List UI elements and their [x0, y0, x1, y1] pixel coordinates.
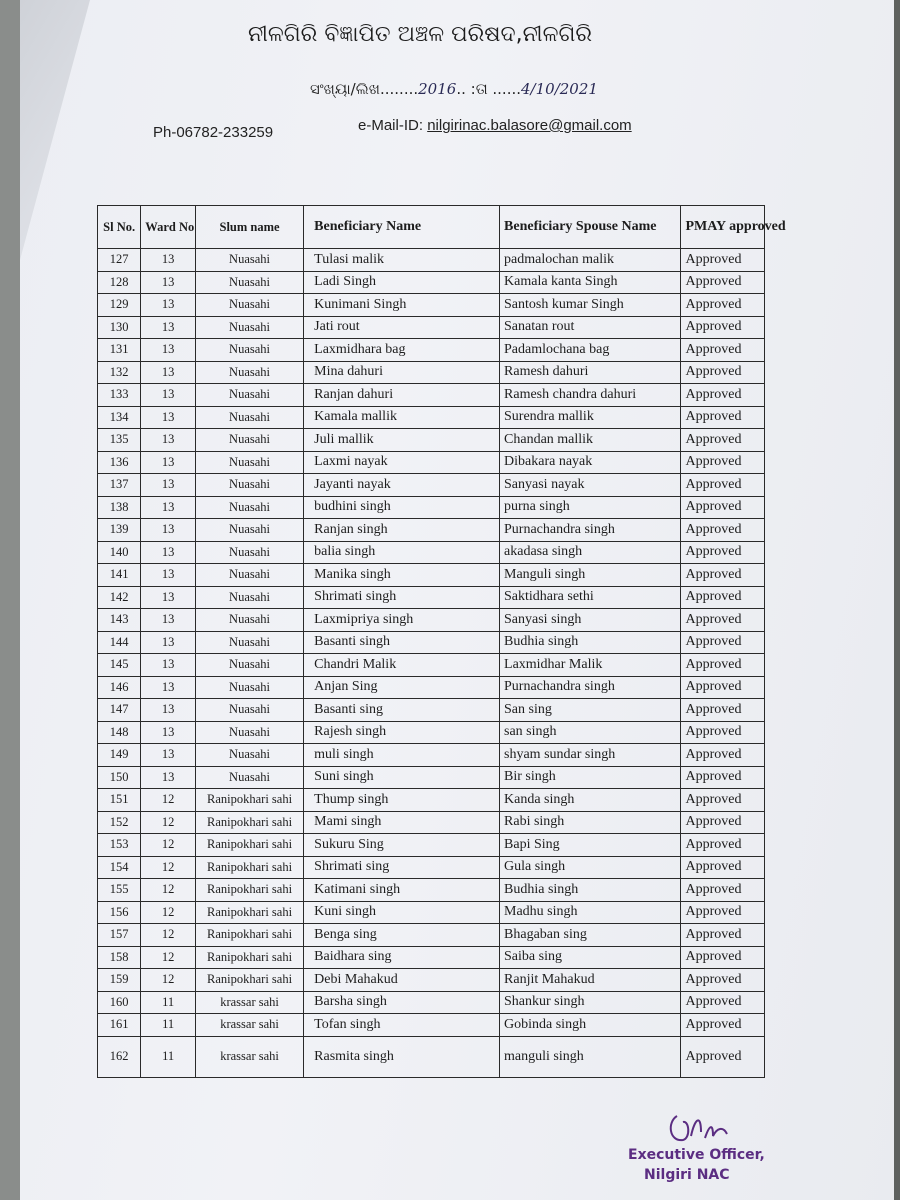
cell-ward-no: 12 [141, 969, 196, 992]
cell-beneficiary-name: budhini singh [304, 496, 500, 519]
cell-spouse-name: shyam sundar singh [500, 744, 681, 767]
table-row [98, 1036, 765, 1077]
cell-slum-name: Nuasahi [195, 654, 303, 677]
cell-pmay-status: Approved [681, 901, 765, 924]
col-beneficiary-name: Beneficiary Name [304, 206, 500, 249]
cell-beneficiary-name: Laxmidhara bag [304, 339, 500, 362]
table-row [98, 969, 765, 992]
cell-pmay-status: Approved [681, 654, 765, 677]
cell-sl-no: 145 [98, 654, 141, 677]
cell-pmay-status: Approved [681, 474, 765, 497]
cell-sl-no: 135 [98, 429, 141, 452]
cell-beneficiary-name: Shrimati sing [304, 856, 500, 879]
cell-beneficiary-name: Ranjan dahuri [304, 384, 500, 407]
cell-slum-name: Nuasahi [195, 271, 303, 294]
cell-ward-no: 13 [141, 406, 196, 429]
cell-sl-no: 149 [98, 744, 141, 767]
cell-pmay-status: Approved [681, 339, 765, 362]
cell-spouse-name: akadasa singh [500, 541, 681, 564]
cell-slum-name: Nuasahi [195, 316, 303, 339]
cell-beneficiary-name: Sukuru Sing [304, 834, 500, 857]
cell-beneficiary-name: Rajesh singh [304, 721, 500, 744]
cell-sl-no: 133 [98, 384, 141, 407]
cell-ward-no: 13 [141, 541, 196, 564]
table-row [98, 834, 765, 857]
cell-sl-no: 144 [98, 631, 141, 654]
cell-beneficiary-name: Mina dahuri [304, 361, 500, 384]
cell-sl-no: 161 [98, 1014, 141, 1037]
cell-slum-name: Ranipokhari sahi [195, 834, 303, 857]
cell-pmay-status: Approved [681, 609, 765, 632]
letter-no: 2016 [418, 80, 457, 98]
cell-beneficiary-name: Barsha singh [304, 991, 500, 1014]
letter-date: 4/10/2021 [521, 80, 598, 98]
table-row [98, 766, 765, 789]
cell-pmay-status: Approved [681, 541, 765, 564]
table-row [98, 676, 765, 699]
cell-sl-no: 131 [98, 339, 141, 362]
cell-beneficiary-name: Suni singh [304, 766, 500, 789]
cell-ward-no: 13 [141, 316, 196, 339]
cell-pmay-status: Approved [681, 249, 765, 272]
cell-ward-no: 13 [141, 249, 196, 272]
cell-spouse-name: Purnachandra singh [500, 519, 681, 542]
cell-spouse-name: Ramesh dahuri [500, 361, 681, 384]
cell-spouse-name: Kanda singh [500, 789, 681, 812]
table-row [98, 811, 765, 834]
col-ward-no: Ward No [141, 206, 196, 249]
cell-ward-no: 13 [141, 429, 196, 452]
cell-sl-no: 152 [98, 811, 141, 834]
page-fold [20, 0, 90, 260]
cell-slum-name: Ranipokhari sahi [195, 856, 303, 879]
cell-slum-name: Nuasahi [195, 451, 303, 474]
signatory-title: Executive Officer, [628, 1147, 765, 1163]
cell-ward-no: 12 [141, 901, 196, 924]
table-row [98, 699, 765, 722]
cell-beneficiary-name: Kuni singh [304, 901, 500, 924]
email-address: nilgirinac.balasore@gmail.com [427, 117, 632, 134]
cell-ward-no: 12 [141, 879, 196, 902]
cell-ward-no: 13 [141, 384, 196, 407]
cell-spouse-name: Rabi singh [500, 811, 681, 834]
table-row [98, 249, 765, 272]
cell-sl-no: 137 [98, 474, 141, 497]
beneficiary-table [97, 205, 786, 1078]
cell-ward-no: 13 [141, 451, 196, 474]
cell-beneficiary-name: Anjan Sing [304, 676, 500, 699]
signature-block [628, 1145, 765, 1185]
cell-pmay-status: Approved [681, 946, 765, 969]
cell-ward-no: 12 [141, 924, 196, 947]
table-row [98, 384, 765, 407]
cell-ward-no: 11 [141, 1014, 196, 1037]
col-slum-name: Slum name [195, 206, 303, 249]
cell-spouse-name: Bhagaban sing [500, 924, 681, 947]
col-sl-no: Sl No. [98, 206, 141, 249]
cell-spouse-name: padmalochan malik [500, 249, 681, 272]
cell-sl-no: 140 [98, 541, 141, 564]
cell-slum-name: Nuasahi [195, 361, 303, 384]
table-row [98, 271, 765, 294]
cell-pmay-status: Approved [681, 496, 765, 519]
cell-spouse-name: Padamlochana bag [500, 339, 681, 362]
cell-sl-no: 160 [98, 991, 141, 1014]
table-row [98, 429, 765, 452]
cell-pmay-status: Approved [681, 969, 765, 992]
cell-beneficiary-name: Thump singh [304, 789, 500, 812]
cell-ward-no: 13 [141, 496, 196, 519]
cell-spouse-name: Budhia singh [500, 879, 681, 902]
cell-beneficiary-name: Kunimani Singh [304, 294, 500, 317]
table-row [98, 474, 765, 497]
cell-slum-name: krassar sahi [195, 1036, 303, 1077]
cell-slum-name: Nuasahi [195, 406, 303, 429]
cell-spouse-name: purna singh [500, 496, 681, 519]
cell-beneficiary-name: Laxmipriya singh [304, 609, 500, 632]
table-row [98, 631, 765, 654]
cell-beneficiary-name: Benga sing [304, 924, 500, 947]
cell-ward-no: 13 [141, 271, 196, 294]
cell-pmay-status: Approved [681, 564, 765, 587]
cell-pmay-status: Approved [681, 271, 765, 294]
cell-pmay-status: Approved [681, 766, 765, 789]
cell-beneficiary-name: Jati rout [304, 316, 500, 339]
cell-sl-no: 136 [98, 451, 141, 474]
cell-beneficiary-name: Ranjan singh [304, 519, 500, 542]
cell-pmay-status: Approved [681, 519, 765, 542]
cell-pmay-status: Approved [681, 361, 765, 384]
cell-ward-no: 13 [141, 676, 196, 699]
cell-spouse-name: Santosh kumar Singh [500, 294, 681, 317]
cell-slum-name: krassar sahi [195, 1014, 303, 1037]
cell-spouse-name: Laxmidhar Malik [500, 654, 681, 677]
cell-spouse-name: Sanatan rout [500, 316, 681, 339]
cell-beneficiary-name: Shrimati singh [304, 586, 500, 609]
table-row [98, 564, 765, 587]
cell-spouse-name: Dibakara nayak [500, 451, 681, 474]
cell-spouse-name: Manguli singh [500, 564, 681, 587]
cell-sl-no: 128 [98, 271, 141, 294]
cell-sl-no: 148 [98, 721, 141, 744]
cell-sl-no: 151 [98, 789, 141, 812]
cell-sl-no: 158 [98, 946, 141, 969]
cell-spouse-name: San sing [500, 699, 681, 722]
cell-beneficiary-name: balia singh [304, 541, 500, 564]
cell-ward-no: 12 [141, 834, 196, 857]
table-row [98, 609, 765, 632]
cell-pmay-status: Approved [681, 406, 765, 429]
cell-slum-name: Nuasahi [195, 586, 303, 609]
cell-slum-name: Ranipokhari sahi [195, 901, 303, 924]
table-row [98, 654, 765, 677]
cell-beneficiary-name: Basanti sing [304, 699, 500, 722]
signatory-office: Nilgiri NAC [644, 1167, 730, 1183]
cell-beneficiary-name: muli singh [304, 744, 500, 767]
cell-beneficiary-name: Rasmita singh [304, 1036, 500, 1077]
table-row [98, 946, 765, 969]
cell-spouse-name: Gobinda singh [500, 1014, 681, 1037]
cell-slum-name: Nuasahi [195, 631, 303, 654]
table-header-row [98, 206, 765, 249]
table-row [98, 744, 765, 767]
cell-slum-name: Nuasahi [195, 339, 303, 362]
office-title: ନୀଳଗିରି ବିଜ୍ଞାପିତ ଅଞ୍ଚଳ ପରିଷଦ,ନୀଳଗିରି [247, 22, 593, 47]
cell-sl-no: 150 [98, 766, 141, 789]
table-row [98, 519, 765, 542]
cell-slum-name: Nuasahi [195, 519, 303, 542]
cell-slum-name: Nuasahi [195, 249, 303, 272]
table-row [98, 361, 765, 384]
cell-beneficiary-name: Laxmi nayak [304, 451, 500, 474]
cell-ward-no: 13 [141, 654, 196, 677]
cell-slum-name: Nuasahi [195, 699, 303, 722]
cell-ward-no: 13 [141, 586, 196, 609]
email-label: e-Mail-ID: [358, 117, 424, 134]
cell-ward-no: 12 [141, 856, 196, 879]
cell-slum-name: Nuasahi [195, 744, 303, 767]
cell-pmay-status: Approved [681, 586, 765, 609]
cell-ward-no: 12 [141, 811, 196, 834]
cell-spouse-name: Budhia singh [500, 631, 681, 654]
cell-pmay-status: Approved [681, 721, 765, 744]
cell-pmay-status: Approved [681, 699, 765, 722]
cell-pmay-status: Approved [681, 811, 765, 834]
cell-sl-no: 147 [98, 699, 141, 722]
cell-slum-name: Ranipokhari sahi [195, 946, 303, 969]
cell-beneficiary-name: Chandri Malik [304, 654, 500, 677]
cell-beneficiary-name: Debi Mahakud [304, 969, 500, 992]
cell-ward-no: 13 [141, 474, 196, 497]
cell-sl-no: 153 [98, 834, 141, 857]
cell-sl-no: 155 [98, 879, 141, 902]
table-row [98, 991, 765, 1014]
cell-sl-no: 162 [98, 1036, 141, 1077]
cell-ward-no: 11 [141, 1036, 196, 1077]
table-row [98, 879, 765, 902]
cell-ward-no: 13 [141, 339, 196, 362]
cell-pmay-status: Approved [681, 429, 765, 452]
cell-slum-name: Nuasahi [195, 541, 303, 564]
cell-beneficiary-name: Ladi Singh [304, 271, 500, 294]
cell-pmay-status: Approved [681, 991, 765, 1014]
cell-pmay-status: Approved [681, 789, 765, 812]
cell-pmay-status: Approved [681, 294, 765, 317]
cell-ward-no: 12 [141, 946, 196, 969]
cell-slum-name: Nuasahi [195, 564, 303, 587]
cell-beneficiary-name: Katimani singh [304, 879, 500, 902]
table-row [98, 924, 765, 947]
cell-spouse-name: Purnachandra singh [500, 676, 681, 699]
date-label: ତା [475, 80, 488, 98]
cell-spouse-name: Ramesh chandra dahuri [500, 384, 681, 407]
signature-scribble [665, 1108, 735, 1150]
cell-spouse-name: Madhu singh [500, 901, 681, 924]
table-row [98, 451, 765, 474]
cell-slum-name: Nuasahi [195, 676, 303, 699]
cell-beneficiary-name: Tofan singh [304, 1014, 500, 1037]
cell-ward-no: 13 [141, 361, 196, 384]
cell-spouse-name: san singh [500, 721, 681, 744]
cell-beneficiary-name: Juli mallik [304, 429, 500, 452]
cell-ward-no: 13 [141, 519, 196, 542]
cell-slum-name: Ranipokhari sahi [195, 924, 303, 947]
table-row [98, 541, 765, 564]
cell-slum-name: Nuasahi [195, 766, 303, 789]
cell-spouse-name: Bapi Sing [500, 834, 681, 857]
cell-spouse-name: Kamala kanta Singh [500, 271, 681, 294]
cell-pmay-status: Approved [681, 451, 765, 474]
cell-spouse-name: Saiba sing [500, 946, 681, 969]
letter-no-label: ସଂଖ୍ୟା/ଲିଖ [310, 80, 380, 98]
cell-ward-no: 12 [141, 789, 196, 812]
phone-number: Ph-06782-233259 [153, 124, 274, 141]
cell-sl-no: 143 [98, 609, 141, 632]
cell-spouse-name: manguli singh [500, 1036, 681, 1077]
cell-slum-name: krassar sahi [195, 991, 303, 1014]
cell-spouse-name: Ranjit Mahakud [500, 969, 681, 992]
cell-sl-no: 146 [98, 676, 141, 699]
cell-ward-no: 13 [141, 699, 196, 722]
cell-beneficiary-name: Mami singh [304, 811, 500, 834]
cell-slum-name: Nuasahi [195, 474, 303, 497]
cell-pmay-status: Approved [681, 1036, 765, 1077]
cell-slum-name: Ranipokhari sahi [195, 969, 303, 992]
cell-spouse-name: Surendra mallik [500, 406, 681, 429]
table-row [98, 856, 765, 879]
cell-sl-no: 157 [98, 924, 141, 947]
cell-pmay-status: Approved [681, 924, 765, 947]
cell-pmay-status: Approved [681, 384, 765, 407]
cell-slum-name: Nuasahi [195, 294, 303, 317]
cell-ward-no: 13 [141, 766, 196, 789]
col-pmay-approved: PMAY approved [681, 206, 765, 249]
cell-ward-no: 13 [141, 721, 196, 744]
cell-ward-no: 13 [141, 609, 196, 632]
cell-ward-no: 11 [141, 991, 196, 1014]
cell-pmay-status: Approved [681, 316, 765, 339]
cell-beneficiary-name: Jayanti nayak [304, 474, 500, 497]
page-edge-shadow [894, 0, 900, 1200]
cell-beneficiary-name: Kamala mallik [304, 406, 500, 429]
cell-sl-no: 129 [98, 294, 141, 317]
cell-pmay-status: Approved [681, 744, 765, 767]
cell-beneficiary-name: Baidhara sing [304, 946, 500, 969]
cell-sl-no: 134 [98, 406, 141, 429]
table-row [98, 586, 765, 609]
col-spouse-name: Beneficiary Spouse Name [500, 206, 681, 249]
table-row [98, 901, 765, 924]
cell-spouse-name: Sanyasi nayak [500, 474, 681, 497]
table-row [98, 789, 765, 812]
cell-spouse-name: Bir singh [500, 766, 681, 789]
cell-sl-no: 127 [98, 249, 141, 272]
table-row [98, 406, 765, 429]
cell-spouse-name: Sanyasi singh [500, 609, 681, 632]
reference-line: ସଂଖ୍ୟା/ଲିଖ........2016.. :ତା ......4/10/2021 [310, 80, 598, 98]
table-row [98, 1014, 765, 1037]
cell-sl-no: 142 [98, 586, 141, 609]
cell-slum-name: Nuasahi [195, 496, 303, 519]
table-row [98, 496, 765, 519]
cell-sl-no: 156 [98, 901, 141, 924]
table-row [98, 316, 765, 339]
cell-slum-name: Nuasahi [195, 721, 303, 744]
cell-pmay-status: Approved [681, 676, 765, 699]
email-line [358, 117, 632, 134]
cell-sl-no: 139 [98, 519, 141, 542]
cell-sl-no: 141 [98, 564, 141, 587]
cell-pmay-status: Approved [681, 879, 765, 902]
cell-pmay-status: Approved [681, 834, 765, 857]
cell-sl-no: 154 [98, 856, 141, 879]
cell-spouse-name: Shankur singh [500, 991, 681, 1014]
cell-sl-no: 132 [98, 361, 141, 384]
table-row [98, 721, 765, 744]
cell-slum-name: Ranipokhari sahi [195, 789, 303, 812]
cell-beneficiary-name: Tulasi malik [304, 249, 500, 272]
cell-slum-name: Nuasahi [195, 609, 303, 632]
cell-spouse-name: Saktidhara sethi [500, 586, 681, 609]
cell-ward-no: 13 [141, 744, 196, 767]
cell-ward-no: 13 [141, 631, 196, 654]
cell-slum-name: Ranipokhari sahi [195, 879, 303, 902]
cell-pmay-status: Approved [681, 631, 765, 654]
cell-beneficiary-name: Manika singh [304, 564, 500, 587]
cell-pmay-status: Approved [681, 1014, 765, 1037]
cell-sl-no: 138 [98, 496, 141, 519]
cell-ward-no: 13 [141, 294, 196, 317]
cell-spouse-name: Gula singh [500, 856, 681, 879]
cell-ward-no: 13 [141, 564, 196, 587]
cell-slum-name: Nuasahi [195, 384, 303, 407]
table-row [98, 294, 765, 317]
cell-spouse-name: Chandan mallik [500, 429, 681, 452]
cell-sl-no: 159 [98, 969, 141, 992]
table-row [98, 339, 765, 362]
cell-pmay-status: Approved [681, 856, 765, 879]
cell-slum-name: Ranipokhari sahi [195, 811, 303, 834]
cell-slum-name: Nuasahi [195, 429, 303, 452]
cell-beneficiary-name: Basanti singh [304, 631, 500, 654]
cell-sl-no: 130 [98, 316, 141, 339]
